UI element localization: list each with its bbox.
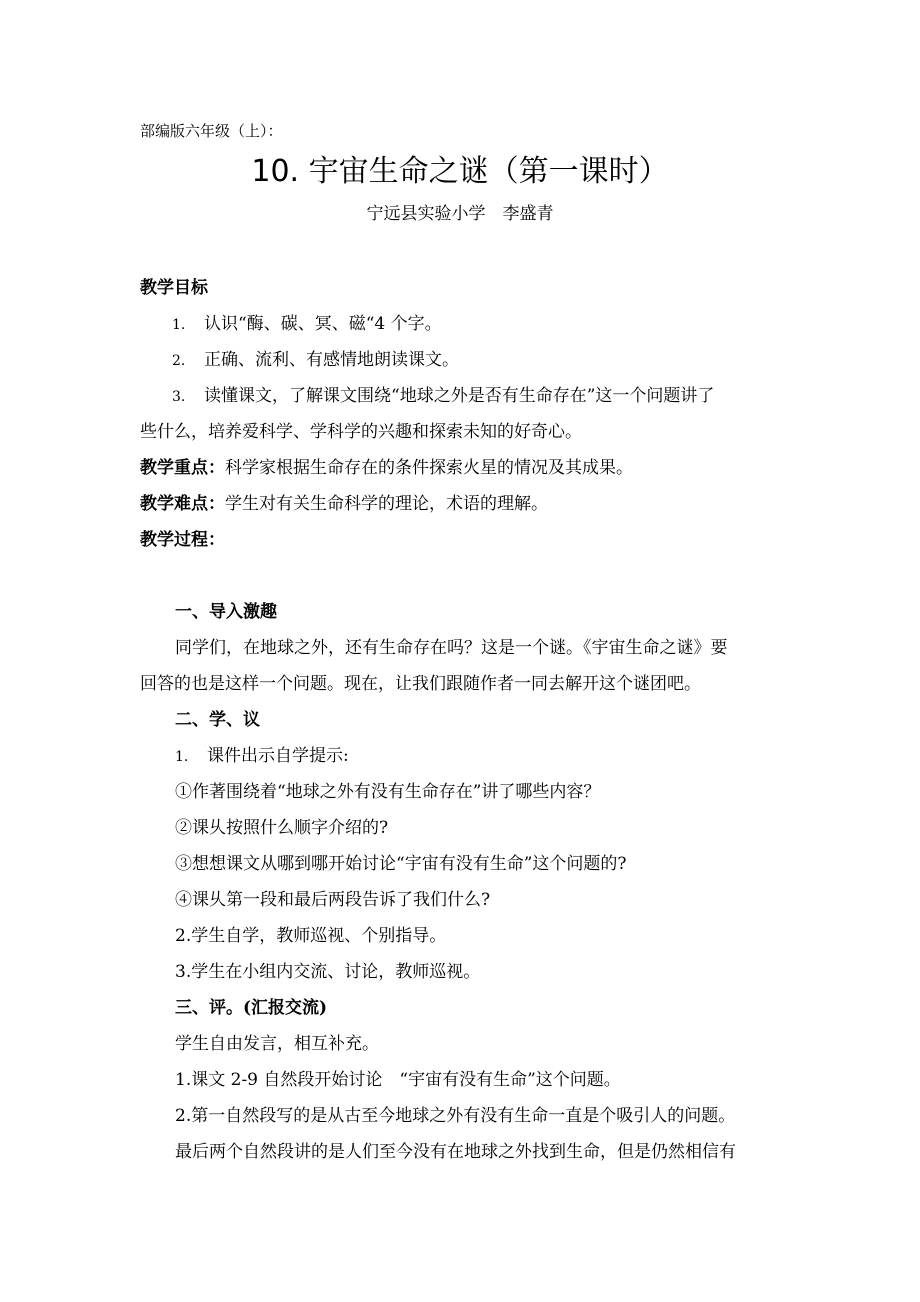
prompt-item-2: ②课乆按照什么顺字介绍的?	[175, 818, 389, 838]
section3-heading: 三、评。(汇报交流)	[175, 998, 328, 1018]
section1-line-1: 同学们，在地球之外，还有生命存在吗？这是一个谜。《宇宙生命之谜》要	[175, 638, 728, 658]
author-line: 宁远县实验小学 李盛青	[366, 204, 554, 224]
process-heading: 教学过程：	[140, 530, 225, 550]
prompt-item-1: ①作著围绕着“地球之外有没有生命存在”讲了哪些内容？	[175, 782, 601, 802]
objective-text: 读懂课文，了解课文围绕“地球之外是否有生命存在”这一个问题讲了	[204, 386, 715, 406]
prompt-item-4: ④课乆第一段和最后两段告诉了我们什么?	[175, 890, 491, 910]
objective-item-3-continued: 些什么，培养爱科学、学科学的兴趣和探索未知的好奇心。	[140, 422, 582, 442]
section3-line-2: 1.课文 2-9 自然段开始讨论 “宇宙有没有生命”这个问题。	[175, 1070, 621, 1090]
objective-item-3	[172, 385, 714, 408]
section2-step-2: 2.学生自学，教师巡视、个别指导。	[175, 926, 447, 946]
key-point-line	[140, 457, 633, 479]
objective-item-1	[172, 313, 442, 336]
difficulty-line	[140, 493, 548, 515]
page-title: 10. 宇宙生命之谜（第一课时）	[251, 154, 669, 189]
objectives-heading: 教学目标	[140, 278, 208, 298]
objective-text: 正确、流利、有感情地朗读课文。	[204, 350, 459, 370]
edition-label: 部编版六年级（上）：	[140, 122, 283, 140]
section3-line-4: 最后两个自然段讲的是人们至今没有在地球之外找到生命，但是仍然相信有	[175, 1142, 736, 1162]
section1-heading: 一、导入激趣	[175, 602, 277, 622]
section2-heading: 二、学、议	[175, 710, 260, 730]
objective-text: 认识“酶、碳、冥、磁“4 个字。	[204, 314, 442, 334]
objective-number: 2.	[172, 353, 186, 369]
step-number: 1.	[175, 749, 189, 765]
section1-line-2: 回答的也是这样一个问题。现在，让我们跟随作者一同去解开这个谜团吧。	[140, 674, 701, 694]
objective-number: 3.	[172, 389, 186, 405]
step-text: 课件出示自学提示:	[207, 746, 349, 766]
objective-item-2	[172, 349, 459, 372]
key-point-text: 科学家根据生命存在的条件探索火星的情况及其成果。	[225, 458, 633, 478]
section2-step-3: 3.学生在小组内交流、讨论，教师巡视。	[175, 962, 481, 982]
difficulty-text: 学生对有关生命科学的理论，术语的理解。	[225, 494, 548, 514]
section3-line-1: 学生自由发言，相互补充。	[175, 1034, 379, 1054]
objective-number: 1.	[172, 317, 186, 333]
prompt-item-3: ③想想课文从哪到哪开始讨论“宇宙有没有生命”这个问题的?	[175, 854, 627, 874]
key-point-label: 教学重点：	[140, 458, 225, 478]
difficulty-label: 教学难点：	[140, 494, 225, 514]
section2-step-1	[175, 745, 349, 768]
section3-line-3: 2.第一自然段写的是从古至今地球之外有没有生命一直是个吸引人的问题。	[175, 1106, 736, 1126]
